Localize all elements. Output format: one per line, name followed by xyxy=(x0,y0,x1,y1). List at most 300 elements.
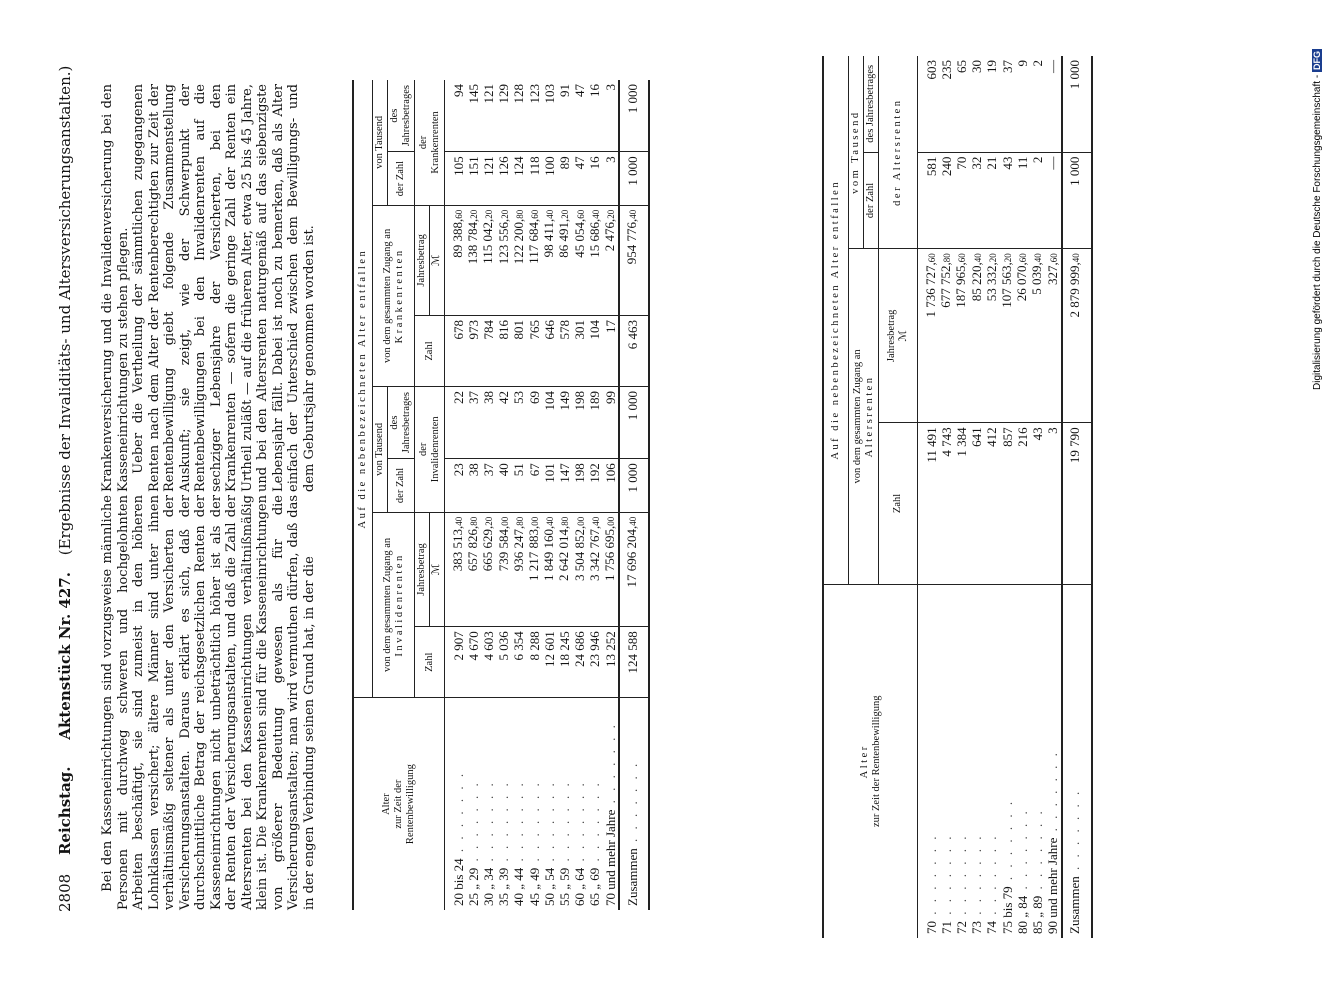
leader-dots: . . . . . . . xyxy=(624,760,640,849)
cell-value: 3 504 852 xyxy=(571,528,587,581)
col-header-betrag xyxy=(879,249,918,423)
table-cell xyxy=(573,80,588,152)
table-cell: 2 642 014,80 xyxy=(557,512,572,627)
table-cell: 657 826,80 xyxy=(466,512,481,627)
cell-value: 646 xyxy=(541,320,557,340)
cell-value: 189 xyxy=(587,390,603,411)
cell-value: 198 xyxy=(572,390,588,411)
leader-dots: . . . . . . . xyxy=(572,780,588,868)
col-header-sub xyxy=(415,80,445,205)
leader-dots: . . . . . . . xyxy=(953,833,969,921)
cell-value: 98 411 xyxy=(541,222,557,258)
table-cell: 53 332,20 xyxy=(985,249,1000,423)
cell-decimal: 00 xyxy=(575,516,586,526)
table-cell xyxy=(588,459,603,512)
row-label xyxy=(557,698,572,910)
paragraph: Ueber die Vertheilung der sämmtlichen zugegangenen Renten nach dem Alter der Rentenberechtigten zur Zeit der Rentenbewilligung giebt folgende Zusammenstellung Auskunft; sie zeigt, wie der Schwerpunkt der Rentenbewilligungen bei den Invalidenrenten auf die sechziger Lebensjahre der Versicherten, bei den Krankenrenten — sofern die geringe Zahl der Renten ein Urtheil zuläßt — auf die früheren Alter, etwa 25 bis 45 Jahre, und bei den Altersrenten naturgemäß auf das siebenzigste Lebensjahr fällt. Dabei ist noch zu bemerken, daß als Alter einfach der Unterschied zwischen dem Bewilligungs- und dem Geburtsjahr genommen worden ist. xyxy=(131,84,317,492)
label-text: 85 „ 89 xyxy=(1029,895,1045,934)
table-cell xyxy=(573,386,588,458)
col-header-age xyxy=(353,698,445,910)
cell-value: 47 xyxy=(572,156,588,170)
cell-value: 1 384 xyxy=(953,427,969,457)
table-row xyxy=(573,80,588,910)
table-cell: 15 686,40 xyxy=(588,205,603,315)
table-cell xyxy=(939,423,954,584)
header-text: Jahresbetrag xyxy=(886,309,897,363)
row-label xyxy=(954,584,969,938)
table-cell xyxy=(481,80,496,152)
header-text: zur Zeit der xyxy=(393,779,404,829)
cell-value: 107 563 xyxy=(999,265,1015,308)
leader-dots: . . . . . . . xyxy=(587,780,603,868)
cell-value: 89 xyxy=(556,156,572,170)
cell-value: 40 xyxy=(496,463,512,477)
row-label xyxy=(1030,584,1045,938)
col-header-zahl: Zahl xyxy=(415,316,445,387)
cell-decimal: 40 xyxy=(545,516,556,526)
table-cell xyxy=(1030,423,1045,584)
table-cell xyxy=(1062,152,1092,249)
header-left: Reichstag. xyxy=(56,766,74,856)
table-cell xyxy=(497,386,512,458)
cell-value: 4 743 xyxy=(938,427,954,457)
table-cell: 5 039,40 xyxy=(1030,249,1045,423)
table-cell xyxy=(481,316,496,387)
table-cell: 122 200,80 xyxy=(512,205,527,315)
cell-value: 954 776 xyxy=(624,222,640,265)
table-cell xyxy=(497,316,512,387)
cell-value: 665 629 xyxy=(480,528,496,572)
col-header-span: Auf die nebenbezeichneten Alter entfallen xyxy=(353,80,373,698)
cell-value: 37 xyxy=(465,390,481,404)
cell-value: 216 xyxy=(1014,427,1030,447)
table-cell xyxy=(542,152,557,205)
table-cell: 1 217 883,00 xyxy=(527,512,542,627)
cell-value: 89 388 xyxy=(450,222,465,258)
table-row xyxy=(918,56,940,938)
cell-value: 51 xyxy=(511,463,527,477)
table-cell xyxy=(466,80,481,152)
cell-value: 129 xyxy=(496,84,512,104)
cell-value: 383 513 xyxy=(450,528,465,572)
cell-value: 104 xyxy=(541,390,557,411)
cell-value: 1 849 160 xyxy=(541,528,557,581)
header-text: von dem gesammten Zugang an xyxy=(381,228,393,363)
cell-value: 145 xyxy=(465,84,481,104)
row-label xyxy=(985,584,1000,938)
table-cell xyxy=(497,152,512,205)
header-text: der xyxy=(417,442,429,457)
cell-decimal: 40 xyxy=(628,516,639,526)
cell-value: 657 826 xyxy=(465,528,481,572)
leader-dots: . . . . . . . xyxy=(556,780,572,868)
cell-value: 2 907 xyxy=(450,631,466,661)
table-cell: 1 736 727,60 xyxy=(918,249,940,423)
cell-value: 11 xyxy=(1014,156,1030,170)
header-title: Aktenstück Nr. 427. xyxy=(56,572,74,740)
table-cell xyxy=(557,627,572,698)
table-cell xyxy=(985,56,1000,152)
label-text: 74 xyxy=(984,921,1000,934)
table-cell: 327,60 xyxy=(1046,249,1062,423)
table-cell xyxy=(481,152,496,205)
table-cell xyxy=(603,459,619,512)
col-header-derzahl: der Zahl xyxy=(388,152,415,205)
cell-value: 30 xyxy=(969,60,985,73)
cell-value: 101 xyxy=(541,463,557,483)
row-label xyxy=(588,698,603,910)
cell-decimal: 40 xyxy=(590,209,601,219)
cell-value: 19 790 xyxy=(1067,427,1083,464)
cell-value: 2 879 999 xyxy=(1066,265,1082,318)
table-row xyxy=(481,80,496,910)
row-label xyxy=(527,698,542,910)
page-header xyxy=(56,66,74,912)
table-cell xyxy=(603,80,619,152)
table-cell xyxy=(542,459,557,512)
col-header-zahl: Zahl xyxy=(415,627,445,698)
cell-value: 581 xyxy=(923,156,939,177)
table-cell xyxy=(542,386,557,458)
cell-value: 2 642 014 xyxy=(556,528,572,581)
cell-value: 301 xyxy=(572,320,588,340)
table-cell xyxy=(588,316,603,387)
header-subtitle: (Ergebnisse der Invaliditäts- und Altersversicherungsanstalten.) xyxy=(56,65,74,556)
table-cell xyxy=(445,627,467,698)
table-cell xyxy=(954,152,969,249)
cell-value: 3 xyxy=(1045,427,1061,434)
cell-value: 105 xyxy=(450,156,466,176)
cell-value: 37 xyxy=(999,60,1015,73)
table-cell xyxy=(481,627,496,698)
table-cell: 85 220,40 xyxy=(970,249,985,423)
cell-value: 678 xyxy=(450,320,466,340)
col-header-derzahl: der Zahl xyxy=(388,459,415,512)
cell-value: 6 463 xyxy=(624,320,640,350)
cell-decimal: 60 xyxy=(1048,253,1059,263)
leader-dots: . . . . . . . xyxy=(1029,808,1045,896)
table-row xyxy=(1000,56,1015,938)
table-cell: 677 752,80 xyxy=(939,249,954,423)
cell-value: 38 xyxy=(480,390,496,404)
row-label xyxy=(1015,584,1030,938)
table-row xyxy=(527,80,542,910)
table-cell xyxy=(542,80,557,152)
header-text: Krankenrenten xyxy=(429,111,441,174)
label-text: 70 xyxy=(923,921,939,934)
col-header-derzahl: der Zahl xyxy=(864,152,879,249)
cell-value: 18 245 xyxy=(556,631,572,668)
cell-decimal: 40 xyxy=(454,516,464,526)
row-label xyxy=(939,584,954,938)
label-text: 35 „ 39 xyxy=(496,867,512,906)
col-header-betrag: Jahresbetrag xyxy=(415,205,430,315)
cell-value: 26 070 xyxy=(1014,265,1030,302)
page-number: 2808 xyxy=(56,873,74,912)
table-cell: 2 879 999,40 xyxy=(1062,249,1092,423)
header-text: Alter xyxy=(381,793,392,815)
table-cell xyxy=(481,386,496,458)
cell-decimal: 40 xyxy=(545,209,556,219)
cell-value: 19 xyxy=(984,60,1000,73)
leader-dots: . . . . . . . xyxy=(969,833,985,921)
col-header-sub: der Altersrenten xyxy=(879,56,918,249)
cell-value: 3 342 767 xyxy=(586,528,602,581)
cell-value: 104 xyxy=(587,320,603,340)
table-cell: 115 042,20 xyxy=(481,205,496,315)
cell-value: 151 xyxy=(465,156,481,176)
table-cell xyxy=(1000,423,1015,584)
row-label xyxy=(445,698,467,910)
table-cell xyxy=(918,152,940,249)
label-text: 30 „ 34 xyxy=(480,867,496,906)
cell-value: 123 556 xyxy=(495,222,511,265)
cell-value: 124 xyxy=(511,156,527,176)
cell-decimal: 20 xyxy=(484,516,495,526)
cell-value: 103 xyxy=(541,84,557,104)
label-text: 71 xyxy=(938,921,954,934)
table-row xyxy=(512,80,527,910)
leader-dots: . . . . . . . xyxy=(923,833,939,921)
leader-dots: . . . . . . . xyxy=(984,833,1000,921)
label-text: 45 „ 49 xyxy=(526,867,542,906)
cell-value: 739 584 xyxy=(495,528,511,572)
pension-table-old-age xyxy=(822,56,1093,938)
table-cell xyxy=(603,316,619,387)
table-cell xyxy=(588,80,603,152)
table-cell xyxy=(939,56,954,152)
table-cell: 26 070,60 xyxy=(1015,249,1030,423)
table-cell xyxy=(512,80,527,152)
cell-value: 23 946 xyxy=(587,631,603,668)
table-cell: 1 756 695,00 xyxy=(603,512,619,627)
table-cell: 187 965,60 xyxy=(954,249,969,423)
table-cell xyxy=(557,152,572,205)
cell-value: 17 xyxy=(602,320,618,334)
cell-value: 13 252 xyxy=(602,631,618,668)
leader-dots: . . . . . . . xyxy=(1045,750,1061,838)
cell-value: 128 xyxy=(511,84,527,104)
table-cell xyxy=(985,423,1000,584)
table-cell: 107 563,20 xyxy=(1000,249,1015,423)
table-cell xyxy=(588,152,603,205)
table-cell: 3 342 767,40 xyxy=(588,512,603,627)
table-cell xyxy=(619,316,649,387)
header-text: Invalidenrenten xyxy=(429,416,441,483)
table-cell xyxy=(542,627,557,698)
table-cell xyxy=(445,316,467,387)
cell-value: 138 784 xyxy=(465,222,481,265)
col-header-kr-group xyxy=(373,205,415,386)
cell-value: 45 054 xyxy=(571,222,587,258)
cell-value: 857 xyxy=(999,427,1015,447)
digitization-credit xyxy=(1312,49,1323,390)
pension-table-invalid-sick xyxy=(352,80,650,910)
cell-value: 86 491 xyxy=(556,222,572,258)
label-text: 50 „ 54 xyxy=(541,867,557,906)
cell-value: 936 247 xyxy=(510,528,526,572)
cell-decimal: 60 xyxy=(957,253,968,263)
cell-value: 15 686 xyxy=(586,222,602,258)
cell-value: 99 xyxy=(602,390,618,404)
leader-dots: . . . . . . . xyxy=(450,770,466,859)
table-cell: 117 684,60 xyxy=(527,205,542,315)
cell-value: 1 000 xyxy=(624,84,640,114)
cell-value: 106 xyxy=(602,463,618,483)
table-row xyxy=(603,80,619,910)
table-cell xyxy=(445,459,467,512)
table-row xyxy=(466,80,481,910)
table-cell xyxy=(954,423,969,584)
text-column-left xyxy=(100,495,317,910)
table-cell: 3 504 852,00 xyxy=(573,512,588,627)
cell-value: — xyxy=(1045,156,1061,170)
cell-decimal: 60 xyxy=(530,209,541,219)
cell-value: 23 xyxy=(450,463,466,477)
label-text: 60 „ 64 xyxy=(572,867,588,906)
table-cell xyxy=(619,152,649,205)
table-cell xyxy=(1000,56,1015,152)
cell-value: 118 xyxy=(526,156,542,176)
cell-value: 8 288 xyxy=(526,631,542,661)
col-header-mark: ℳ xyxy=(430,205,445,315)
table-cell xyxy=(557,80,572,152)
table-cell: 1 849 160,40 xyxy=(542,512,557,627)
table-cell xyxy=(527,152,542,205)
label-text: 90 und mehr Jahre xyxy=(1045,837,1061,934)
cell-value: 37 xyxy=(480,463,496,477)
cell-decimal: 40 xyxy=(590,516,601,526)
cell-decimal: 00 xyxy=(606,516,617,526)
cell-value: 973 xyxy=(465,320,481,340)
row-label xyxy=(542,698,557,910)
row-label xyxy=(481,698,496,910)
cell-value: 3 xyxy=(602,156,618,163)
cell-value: 32 xyxy=(969,156,985,170)
cell-value: 801 xyxy=(511,320,527,340)
cell-value: 147 xyxy=(556,463,572,483)
table-cell xyxy=(573,316,588,387)
cell-value: — xyxy=(1045,60,1061,73)
cell-decimal: 80 xyxy=(514,209,525,219)
cell-value: 43 xyxy=(1029,427,1045,441)
cell-decimal: 20 xyxy=(469,209,480,219)
table-cell xyxy=(512,152,527,205)
table-cell xyxy=(527,316,542,387)
cell-decimal: 20 xyxy=(484,209,495,219)
cell-value: 124 588 xyxy=(624,631,640,674)
table-cell xyxy=(1046,152,1062,249)
col-header-thousand: vom Tausend xyxy=(849,56,864,249)
table-cell xyxy=(603,152,619,205)
cell-value: 70 xyxy=(953,156,969,170)
cell-value: 53 xyxy=(511,390,527,404)
table-cell xyxy=(573,152,588,205)
label-text: 70 und mehr Jahre xyxy=(602,809,618,906)
table-row xyxy=(970,56,985,938)
table-body xyxy=(918,56,1093,938)
cell-decimal: 20 xyxy=(499,209,510,219)
label-text: Zusammen xyxy=(1067,876,1083,934)
cell-decimal: 80 xyxy=(942,253,953,263)
table-cell xyxy=(527,80,542,152)
credit-text: Digitalisierung gefördert durch die Deutsche Forschungsgemeinschaft - xyxy=(1312,74,1323,390)
table-row xyxy=(557,80,572,910)
cell-value: 121 xyxy=(480,84,496,104)
cell-value: 2 xyxy=(1029,60,1045,67)
header-text: Rentenbewilligung xyxy=(405,764,416,845)
cell-value: 149 xyxy=(556,390,572,411)
leader-dots: . . . . . . . xyxy=(496,780,512,868)
table-cell xyxy=(1000,152,1015,249)
table-cell xyxy=(445,386,467,458)
table-cell xyxy=(619,459,649,512)
cell-value: 5 036 xyxy=(496,631,512,661)
table-cell xyxy=(603,627,619,698)
cell-value: 578 xyxy=(556,320,572,340)
table-row xyxy=(588,80,603,910)
table-cell xyxy=(557,386,572,458)
cell-decimal: 00 xyxy=(530,516,541,526)
table-cell xyxy=(1062,423,1092,584)
table-cell: 739 584,00 xyxy=(497,512,512,627)
table-cell: 45 054,60 xyxy=(573,205,588,315)
leader-dots: . . . . . . . xyxy=(1067,788,1083,877)
table-cell: 383 513,40 xyxy=(445,512,467,627)
table-cell: 936 247,80 xyxy=(512,512,527,627)
table-cell xyxy=(1030,56,1045,152)
cell-value: 1 000 xyxy=(624,463,640,493)
table-cell xyxy=(1062,56,1092,152)
cell-value: 94 xyxy=(450,84,466,97)
col-header-span: Auf die nebenbezeichneten Alter entfallen xyxy=(823,56,849,584)
table-cell xyxy=(445,80,467,152)
table-cell xyxy=(557,459,572,512)
table-cell xyxy=(1015,56,1030,152)
label-text: 75 bis 79 xyxy=(999,886,1015,934)
cell-value: 121 xyxy=(480,156,496,176)
cell-value: 11 491 xyxy=(923,427,939,463)
cell-value: 9 xyxy=(1014,60,1030,67)
header-text: Alter xyxy=(858,744,870,779)
leader-dots: . . . . . . . xyxy=(465,780,481,868)
cell-value: 117 684 xyxy=(526,222,542,264)
cell-decimal: 40 xyxy=(1033,253,1044,263)
table-cell: 123 556,20 xyxy=(497,205,512,315)
table-cell xyxy=(985,152,1000,249)
table-cell: 98 411,40 xyxy=(542,205,557,315)
header-text: ℳ xyxy=(898,330,909,342)
header-text: zur Zeit der Rentenbewilligung xyxy=(870,695,882,828)
cell-value: 91 xyxy=(556,84,572,97)
cell-value: 115 042 xyxy=(480,222,496,264)
label-text: 65 „ 69 xyxy=(587,867,603,906)
cell-decimal: 60 xyxy=(1018,253,1029,263)
cell-value: 765 xyxy=(526,320,542,340)
col-header-des: des Jahresbetrages xyxy=(388,386,415,458)
table-cell xyxy=(527,459,542,512)
cell-value: 24 686 xyxy=(572,631,588,668)
table-cell xyxy=(1046,56,1062,152)
cell-value: 235 xyxy=(938,60,954,80)
leader-dots: . . . . . . . xyxy=(999,798,1015,887)
table-cell xyxy=(573,459,588,512)
paragraph: Bei den Kasseneinrichtungen sind vorzugsweise männliche Personen mit durchweg schweren und hochgelohnten Arbeiten beschäftigt, sie sind zumeist in den höheren Lohnklassen versichert; ältere Männer sind unter ihnen verhältnismäßig seltener als unter den Versicherten der Versicherungsanstalten. Daraus erklärt es sich, daß der durchschnittliche Betrag der reichsgesetzlichen Renten der Kasseneinrichtungen nicht unbeträchtlich höher ist als der der Renten der Versicherungsanstalten, und daß die Zahl der Altersrenten bei den Kasseneinrichtungen verhältnißmäßig klein ist. Die Krankenrenten sind für die Kasseneinrichtungen von größerer Bedeutung gewesen als für die Versicherungsanstalten; man wird vermuthen dürfen, daß das in der engen Verbindung seinen Grund hat, in der die xyxy=(100,495,317,910)
leader-dots: . . . . . . . xyxy=(541,780,557,868)
cell-value: 2 xyxy=(1029,156,1045,164)
table-cell: 954 776,40 xyxy=(619,205,649,315)
cell-decimal: 20 xyxy=(560,209,571,219)
